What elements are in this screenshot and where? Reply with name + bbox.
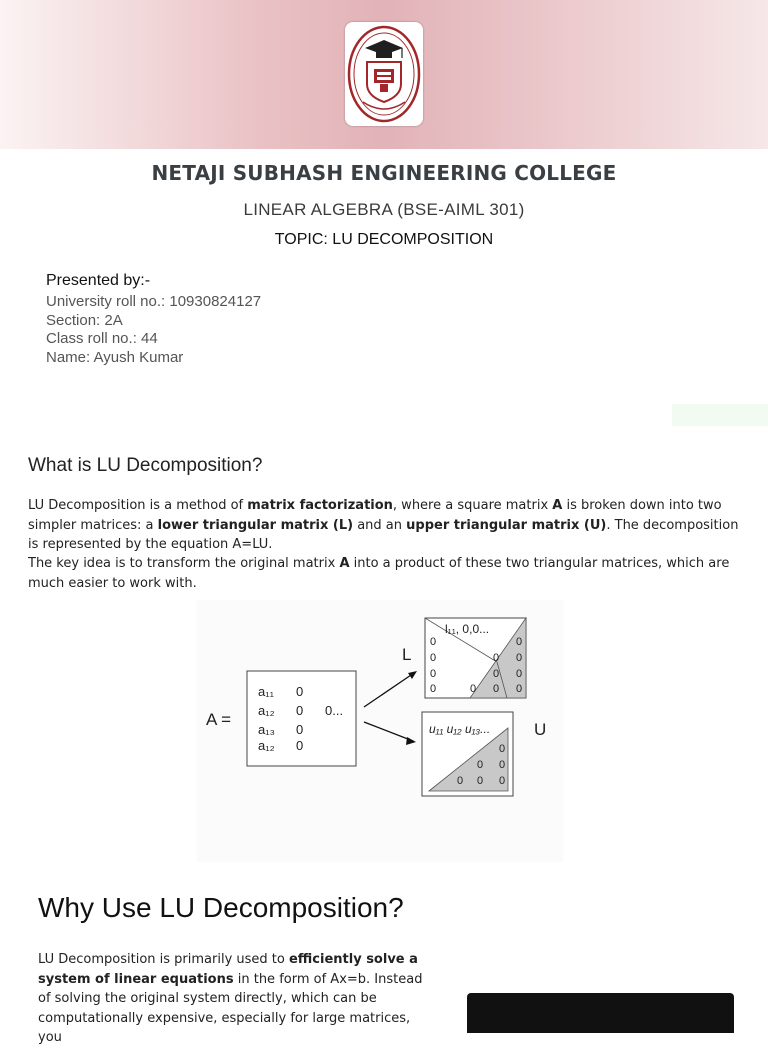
topic-title: TOPIC: LU DECOMPOSITION [274, 231, 494, 248]
a-entry: a₁₁ [258, 684, 275, 699]
l-top-entries: l₁₁, 0,0... [445, 622, 490, 636]
zero: 0 [457, 775, 464, 787]
a-entry: a₁₃ [258, 722, 275, 737]
zero: 0 [499, 775, 506, 787]
paragraph-definition: LU Decomposition is a method of matrix factorization, where a square matrix A is broken down into two simpler matrices: a lower triangular matrix (L) and an upper triangular matrix (U). The decomposition is represented by the equation A=LU. [28, 498, 739, 552]
a-dots: 0... [325, 703, 344, 718]
section-heading-why: Why Use LU Decomposition? [38, 892, 404, 923]
lu-diagram [197, 600, 563, 862]
zero: 0 [493, 668, 500, 680]
a-entry: a₁₂ [258, 738, 275, 753]
paragraph-key-idea: The key idea is to transform the original matrix A into a product of these two triangular matrices, which are much easier to work with. [28, 556, 730, 591]
course-title: LINEAR ALGEBRA (BSE-AIML 301) [243, 200, 525, 219]
zero: 0 [477, 759, 484, 771]
zero: 0 [493, 652, 500, 664]
paragraph-why: LU Decomposition is primarily used to efficiently solve a system of linear equations in the form of Ax=b. Instead of solving the original system directly, which can be computationally expensive, especially for large matrices, you [38, 952, 423, 1045]
decorative-strip [672, 404, 768, 426]
u-top-entries: u₁₁ u₁₂ u₁₃... [429, 722, 491, 736]
zero: 0 [499, 759, 506, 771]
dark-image-panel [467, 993, 734, 1033]
zero: 0 [516, 683, 523, 695]
zero: 0 [516, 652, 523, 664]
zero: 0 [470, 683, 477, 695]
section-heading-what: What is LU Decomposition? [28, 455, 263, 476]
a-zero: 0 [296, 722, 304, 737]
a-zero: 0 [296, 738, 304, 753]
university-roll: University roll no.: 10930824127 [46, 293, 262, 310]
zero: 0 [477, 775, 484, 787]
zero: 0 [430, 652, 437, 664]
college-crest-icon [345, 22, 423, 126]
a-entry: a₁₂ [258, 703, 275, 718]
class-roll: Class roll no.: 44 [46, 330, 158, 347]
u-label: U [534, 720, 547, 739]
presenter-name: Name: Ayush Kumar [46, 349, 184, 366]
a-zero: 0 [296, 684, 304, 699]
l-label: L [402, 645, 412, 664]
zero: 0 [430, 636, 437, 648]
zero: 0 [430, 683, 437, 695]
a-zero: 0 [296, 703, 304, 718]
college-name: NETAJI SUBHASH ENGINEERING COLLEGE [151, 161, 617, 185]
college-logo [345, 22, 423, 126]
presented-by-label: Presented by:- [46, 272, 151, 289]
zero: 0 [493, 683, 500, 695]
zero: 0 [516, 668, 523, 680]
zero: 0 [499, 743, 506, 755]
section-info: Section: 2A [46, 312, 123, 329]
zero: 0 [516, 636, 523, 648]
a-equals-label: A = [206, 710, 232, 729]
zero: 0 [430, 668, 437, 680]
